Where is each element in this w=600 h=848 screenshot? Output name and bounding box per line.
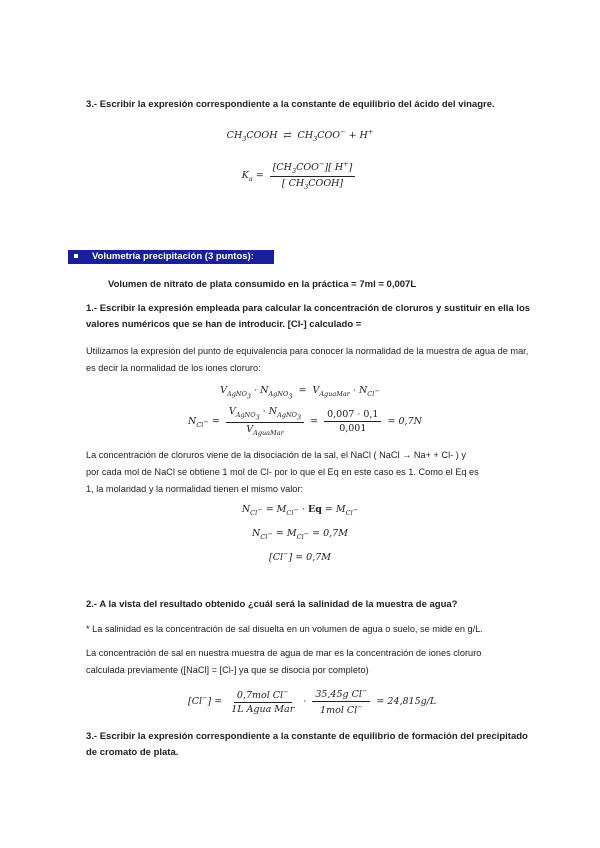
- molarity-equation: $N_{Cl^-} = M_{Cl^-} = 0,7M$: [252, 528, 348, 541]
- salinity-result: = 24,815g/L: [376, 696, 437, 708]
- normality-result: = 0,7N: [387, 416, 422, 428]
- salinity-num-a: 0,7mol Cl: [236, 690, 284, 702]
- question-2-heading: 2.- A la vista del resultado obtenido ¿cuál será la salinidad de la muestra de agua?: [86, 599, 458, 610]
- bullet-icon: [74, 254, 78, 258]
- salinity-den-b: 1mol Cl: [320, 705, 358, 717]
- salinity-calculation: [Cl−] = $\frac{0,7mol Cl^-}{\text{1L Agua Mar}}$ · $\frac{35,45g Cl^-}{1mol Cl^-}$ = 24,815g/L: [188, 687, 437, 717]
- question-1-paragraph-2-line-1: La concentración de cloruros viene de la disociación de la sal, el NaCl ( NaCl → Na+ + Cl- ) y: [86, 450, 466, 460]
- section-title: Volumetría precipitación (3 puntos):: [92, 251, 254, 262]
- salinity-num-b: 35,45g Cl: [315, 689, 362, 701]
- normality-numerator: 0,007 · 0,1: [324, 409, 381, 422]
- normality-denominator: 0,001: [339, 423, 367, 435]
- salinity-definition: * La salinidad es la concentración de sal disuelta en un volumen de agua o suelo, se mide en g/L.: [86, 624, 483, 634]
- volume-line: Volumen de nitrato de plata consumido en la práctica = 7ml = 0,007L: [108, 279, 417, 290]
- chloride-concentration-equation: [Cl−] = 0,7M: [268, 550, 332, 564]
- question-1-paragraph-2-line-3: 1, la molaridad y la normalidad tienen el mismo valor:: [86, 484, 304, 494]
- normality-molarity-equation: $N_{Cl^-} = M_{Cl^-} \cdot Eq = M_{Cl^-}$: [241, 504, 359, 517]
- molarity-result: = 0,7M: [312, 528, 348, 539]
- normality-calculation: $N_{Cl^-}$ = $\frac{V_{AgNO_3} \cdot N_{AgNO_3}}{V_{AguaMar}}$ = $\frac{0,007 \cdot 0,1}{0,001}$ = 0,7N: [188, 406, 422, 438]
- equivalence-equation: $V_{AgNO_3} \cdot N_{AgNO_3} = V_{AguaMar} \cdot N_{Cl^-}$: [220, 385, 380, 401]
- question-1-paragraph-1: Utilizamos la expresión del punto de equivalencia para conocer la normalidad de la muestra de agua de mar, es decir la normalidad de los iones cloruro:: [86, 346, 529, 373]
- acetic-acid-dissociation-equation: $CH_3COOH$ ⇄ $CH_3COO^- + H^+$: [226, 128, 374, 144]
- question-3-vinegar-heading: 3.- Escribir la expresión correspondiente a la constante de equilibrio del ácido del vinagre.: [86, 99, 495, 110]
- question-1-paragraph-2-line-2: por cada mol de NaCl se obtiene 1 mol de Cl- por lo que el Eq en este caso es 1. Como el Eq es: [86, 467, 479, 477]
- chloride-result: = 0,7M: [295, 552, 332, 564]
- question-3-chromate-heading-line-1: 3.- Escribir la expresión correspondiente a la constante de equilibrio de formación del precipitado: [86, 731, 528, 742]
- salinity-den-a: 1L Agua Mar: [231, 704, 295, 716]
- question-2-paragraph-line-1: La concentración de sal en nuestra muestra de agua de mar es la concentración de iones cloruro: [86, 648, 482, 658]
- section-banner: [68, 250, 274, 264]
- question-3-chromate-heading-line-2: de cromato de plata.: [86, 747, 179, 758]
- question-2-paragraph-line-2: calculada previamente ([NaCl] = [Cl-] ya que se disocia por completo): [86, 665, 369, 675]
- question-1-heading: 1.- Escribir la expresión empleada para calcular la concentración de cloruros y sustituir en ella los valores numéricos que se han de introducir. [Cl-] calculado =: [86, 303, 531, 330]
- ka-expression: $K_a$ = $\frac{[CH_3COO^-][ H^+]}{[ CH_3COOH]}$: [0, 160, 600, 191]
